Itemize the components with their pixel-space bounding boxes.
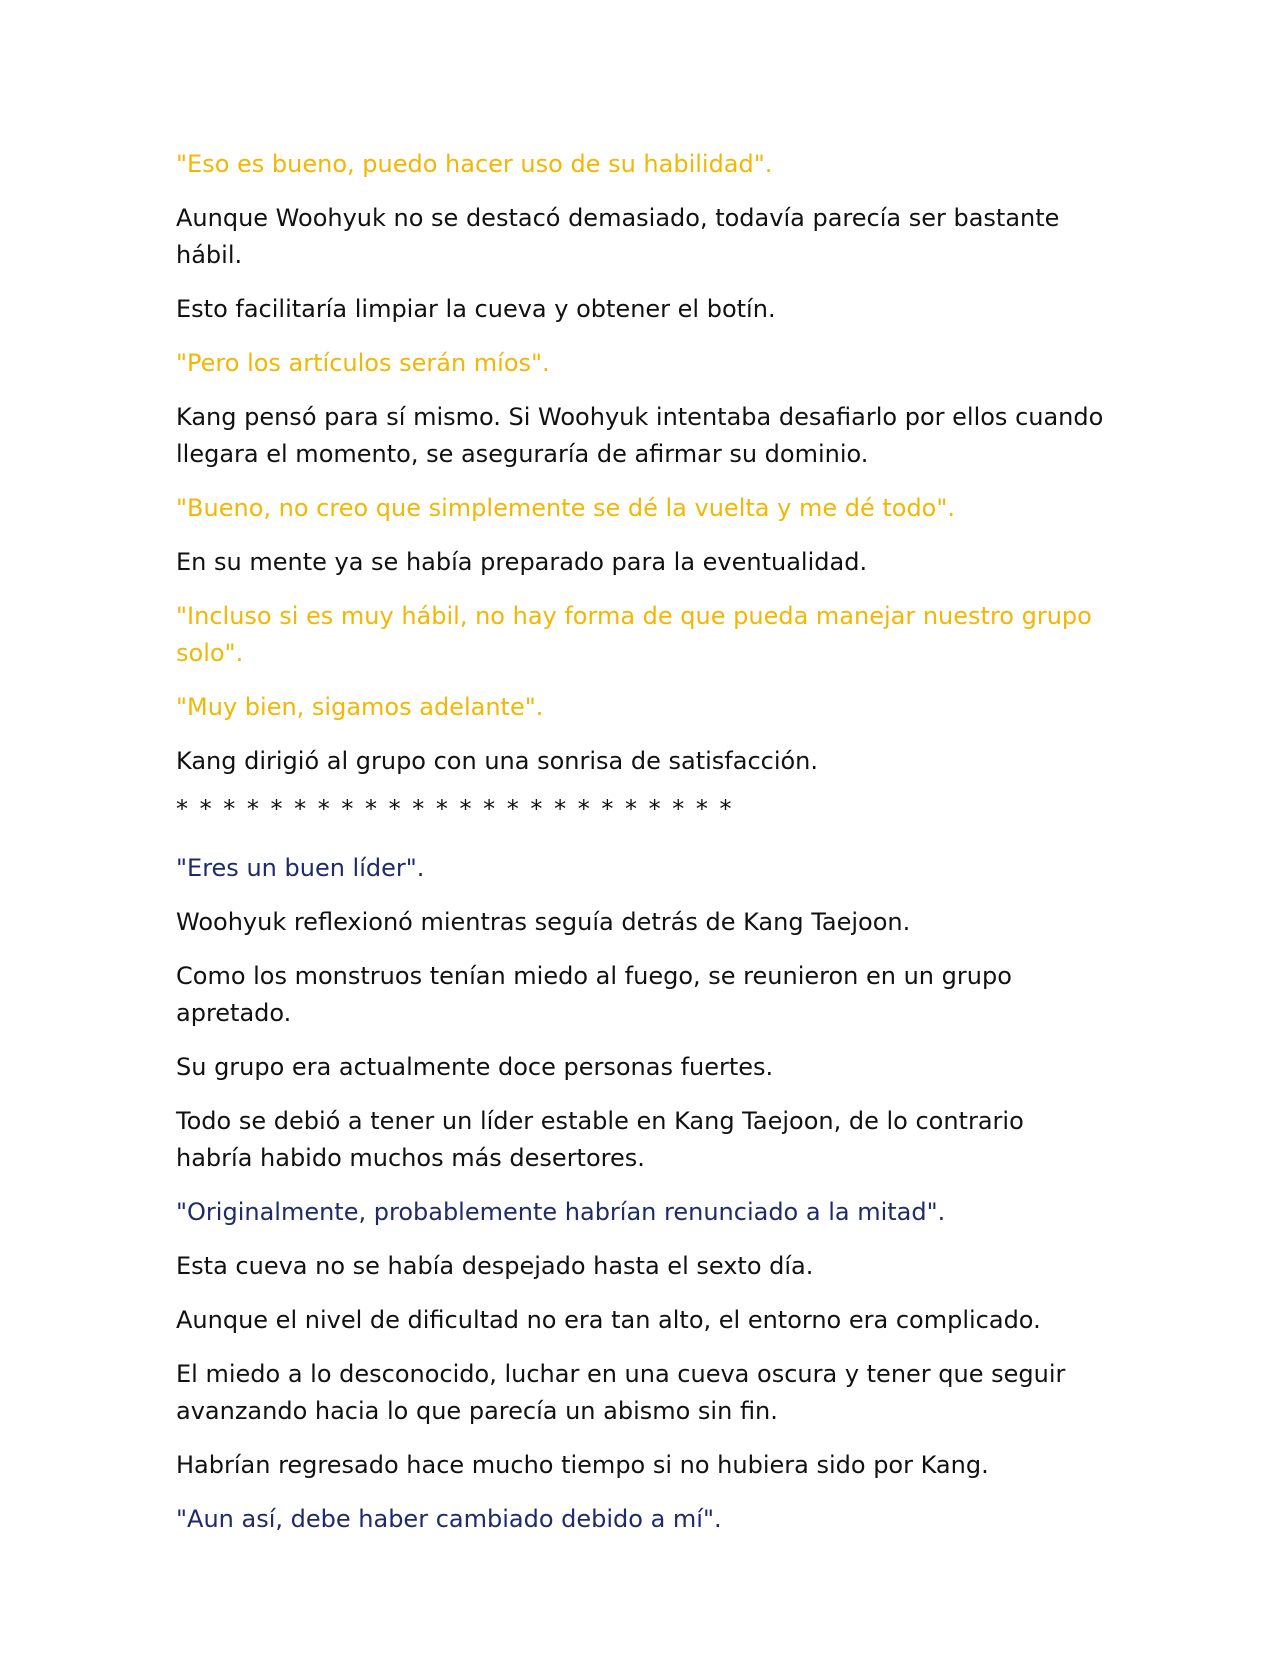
narration-paragraph: Como los monstruos tenían miedo al fuego, se reunieron en un grupo apretado. — [176, 962, 1012, 1027]
narration-paragraph: En su mente ya se había preparado para la eventualidad. — [176, 548, 868, 576]
dialogue-line: "Eres un buen líder". — [176, 854, 425, 882]
narration-paragraph: Esta cueva no se había despejado hasta el sexto día. — [176, 1252, 814, 1280]
narration-paragraph: El miedo a lo desconocido, luchar en una cueva oscura y tener que seguir avanzando hacia lo que parecía un abismo sin fin. — [176, 1360, 1066, 1425]
narration-paragraph: Esto facilitaría limpiar la cueva y obtener el botín. — [176, 295, 776, 323]
dialogue-line: "Incluso si es muy hábil, no hay forma de que pueda manejar nuestro grupo solo". — [176, 602, 1092, 667]
dialogue-line: "Eso es bueno, puedo hacer uso de su habilidad". — [176, 150, 773, 178]
narration-paragraph: Su grupo era actualmente doce personas fuertes. — [176, 1053, 774, 1081]
narration-paragraph: Woohyuk reflexionó mientras seguía detrás de Kang Taejoon. — [176, 908, 911, 936]
dialogue-line: "Bueno, no creo que simplemente se dé la vuelta y me dé todo". — [176, 494, 956, 522]
narration-paragraph: Kang dirigió al grupo con una sonrisa de satisfacción. — [176, 747, 819, 775]
narration-paragraph: Aunque Woohyuk no se destacó demasiado, todavía parecía ser bastante hábil. — [176, 204, 1060, 269]
scene-separator: * * * * * * * * * * * * * * * * * * * * * * * * — [176, 795, 734, 823]
narration-paragraph: Aunque el nivel de dificultad no era tan alto, el entorno era complicado. — [176, 1306, 1041, 1334]
narration-paragraph: Habrían regresado hace mucho tiempo si no hubiera sido por Kang. — [176, 1451, 989, 1479]
document-page — [176, 146, 1106, 1555]
dialogue-line: "Originalmente, probablemente habrían renunciado a la mitad". — [176, 1198, 946, 1226]
narration-paragraph: Kang pensó para sí mismo. Si Woohyuk intentaba desafiarlo por ellos cuando llegara el momento, se aseguraría de afirmar su dominio. — [176, 403, 1104, 468]
narration-paragraph: Todo se debió a tener un líder estable en Kang Taejoon, de lo contrario habría habido muchos más desertores. — [176, 1107, 1024, 1172]
dialogue-line: "Aun así, debe haber cambiado debido a mí". — [176, 1505, 722, 1533]
dialogue-line: "Pero los artículos serán míos". — [176, 349, 550, 377]
dialogue-line: "Muy bien, sigamos adelante". — [176, 693, 544, 721]
